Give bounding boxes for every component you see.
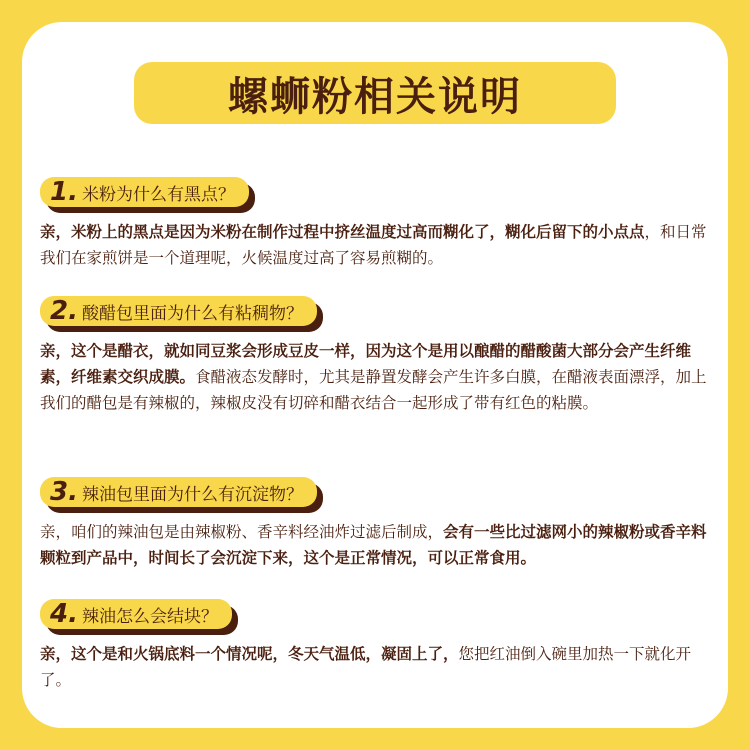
info-card [22,22,728,728]
answer-bold: 亲，这个是和火锅底料一个情况呢，冬天气温低，凝固上了， [40,645,459,663]
question-text: 酸醋包里面为什么有粘稠物？ [81,304,303,324]
answer-text [40,338,710,416]
answer-regular: 您把红油倒入碗里加热一下就化开了。 [40,645,692,689]
question-number: 4. [50,599,78,629]
answer-regular: 亲，咱们的辣油包是由辣椒粉、香辛料经油炸过滤后制成， [40,523,444,541]
question-pill [40,177,249,207]
question-pill [40,599,232,629]
answer-bold: 会有一些比过滤网小的辣椒粉或香辛料颗粒到产品中，时间长了会沉淀下来，这个是正常情况，可以正常食用。 [40,523,707,567]
answer-text [40,641,710,693]
question-pill [40,296,317,326]
answer-bold: 亲，这个是醋衣，就如同豆浆会形成豆皮一样，因为这个是用以酿醋的醋酸菌大部分会产生纤维素，纤维素交织成膜。 [40,342,692,386]
question-pill [40,477,317,507]
faq-section-2 [40,296,710,416]
question-text: 辣油怎么会结块？ [81,607,218,627]
question-number: 1. [50,177,78,207]
question-number: 2. [50,296,78,326]
faq-section-1 [40,177,710,271]
question-text: 辣油包里面为什么有沉淀物？ [81,485,303,505]
answer-regular: ，和日常我们在家煎饼是一个道理呢，火候温度过高了容易煎糊的。 [40,223,707,267]
title-banner [134,62,616,124]
page-title: 螺蛳粉相关说明 [228,73,522,120]
answer-text [40,519,710,571]
question-number: 3. [50,477,78,507]
question-text: 米粉为什么有黑点？ [81,185,235,205]
faq-section-3 [40,477,710,571]
answer-text [40,219,710,271]
faq-section-4 [40,599,710,693]
answer-regular: 食醋液态发酵时，尤其是静置发酵会产生许多白膜，在醋液表面漂浮，加上我们的醋包是有辣椒的，辣椒皮没有切碎和醋衣结合一起形成了带有红色的粘膜。 [40,368,707,412]
answer-bold: 亲，米粉上的黑点是因为米粉在制作过程中挤丝温度过高而糊化了，糊化后留下的小点点 [40,223,645,241]
